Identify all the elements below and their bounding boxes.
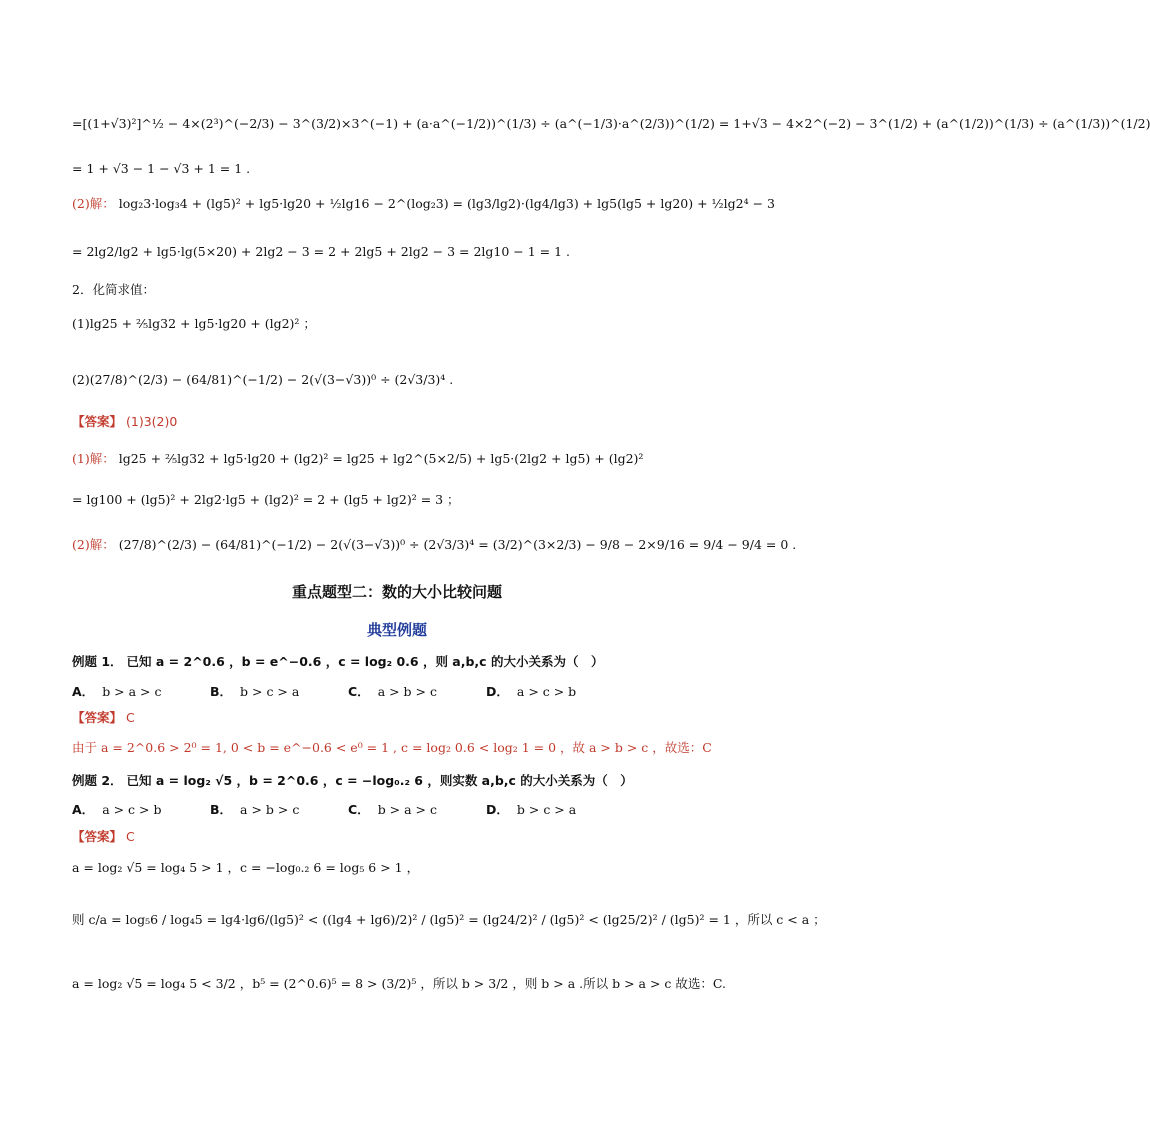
answer-value: C: [126, 829, 135, 844]
answer-value: (1)3(2)0: [126, 414, 178, 429]
option-text: b > a > c: [377, 802, 437, 817]
option-text: b > c > a: [240, 684, 300, 699]
problem-part-2: [72, 372, 732, 388]
answer-value: C: [126, 710, 135, 725]
solution-line-3: [72, 196, 775, 212]
solution-line-4: [72, 244, 732, 260]
example-1-question: [72, 654, 732, 670]
option-text: a > c > b: [102, 802, 162, 817]
equation-text: = 1 + √3 − 1 − √3 + 1 = 1 .: [72, 161, 251, 176]
equation-text: (27/8)^(2/3) − (64/81)^(−1/2) − 2(√(3−√3))⁰ ÷ (2√3/3)⁴ = (3/2)^(3×2/3) − 9/8 − 2×9/16 = 9/4 − 9/4 = 0 .: [118, 537, 797, 552]
option-label: B．: [210, 684, 233, 699]
option-text: b > a > c: [102, 684, 162, 699]
problem-part-1: [72, 316, 732, 332]
equation-text: =[(1+√3)²]^½ − 4×(2³)^(−2/3) − 3^(3/2)×3^(−1) + (a·a^(−1/2))^(1/3) ÷ (a^(−1/3)·a^(2/3))^(1/2) = 1+√3 − 4×2^(−2) − 3^(1/2) + (a^(1/2))^(1/3) ÷ (a^(1/3))^(1/2): [72, 116, 1150, 131]
solution-marker: (1)解：: [72, 451, 115, 466]
option-label: A．: [72, 684, 95, 699]
option-label: A．: [72, 802, 95, 817]
answer-bracket: 【答案】: [72, 414, 123, 429]
equation-text: (2)(27/8)^(2/3) − (64/81)^(−1/2) − 2(√(3−√3))⁰ ÷ (2√3/3)⁴ .: [72, 372, 454, 387]
option-label: D．: [486, 684, 509, 699]
option-label: D．: [486, 802, 509, 817]
option-text: a > b > c: [240, 802, 300, 817]
equation-text: (1)lg25 + ⅖lg32 + lg5·lg20 + (lg2)² ；: [72, 316, 316, 331]
example-label: 例题 1．: [72, 654, 123, 669]
example-2-solution-1: [72, 860, 732, 876]
answer-bracket: 【答案】: [72, 829, 123, 844]
example-1-solution: [72, 740, 732, 756]
equation-text: lg25 + ⅖lg32 + lg5·lg20 + (lg2)² = lg25 + lg2^(5×2/5) + lg5·(2lg2 + lg5) + (lg2)²: [118, 451, 644, 466]
option-c: [348, 684, 437, 700]
answer-bracket: 【答案】: [72, 710, 123, 725]
solution-line-2: [72, 161, 732, 177]
solution-marker: (2)解：: [72, 537, 115, 552]
equation-text: log₂3·log₃4 + (lg5)² + lg5·lg20 + ½lg16 − 2^(log₂3) = (lg3/lg2)·(lg4/lg3) + lg5(lg5 + lg20) + ½lg2⁴ − 3: [118, 196, 775, 211]
equation-text: = 2lg2/lg2 + lg5·lg(5×20) + 2lg2 − 3 = 2 + 2lg5 + 2lg2 − 3 = 2lg10 − 1 = 1 .: [72, 244, 571, 259]
equation-text: = lg100 + (lg5)² + 2lg2·lg5 + (lg2)² = 2 + (lg5 + lg2)² = 3 ；: [72, 492, 460, 507]
example-label: 例题 2．: [72, 773, 123, 788]
option-text: b > c > a: [516, 802, 577, 817]
problem-heading: [72, 282, 732, 298]
example-2-solution-2: [72, 912, 826, 928]
solution-line-5: [72, 451, 732, 467]
solution-line-6: [72, 492, 732, 508]
example-1-options: [72, 684, 732, 700]
solution-text: a = log₂ √5 = log₄ 5 > 1 ，c = −log₀.₂ 6 = log₅ 6 > 1 ，: [72, 860, 420, 875]
solution-text: 则 c/a = log₅6 / log₄5 = lg4·lg6/(lg5)² < ((lg4 + lg6)/2)² / (lg5)² = (lg24/2)² / (lg5)² < (lg25/2)² / (lg5)² = 1 ，所以 c < a ；: [72, 912, 826, 927]
solution-text: 由于 a = 2^0.6 > 2⁰ = 1, 0 < b = e^−0.6 < e⁰ = 1 , c = log₂ 0.6 < log₂ 1 = 0 ，故 a > b > c ，故选：C: [72, 740, 712, 755]
option-a: [72, 802, 161, 818]
example-2-solution-3: [72, 976, 732, 992]
option-c: [348, 802, 437, 818]
example-2-answer: [72, 829, 732, 845]
option-text: a > b > c: [377, 684, 437, 699]
example-text: 已知 a = 2^0.6 ，b = e^−0.6 ，c = log₂ 0.6 ，则 a,b,c 的大小关系为（ ）: [126, 654, 604, 669]
solution-line-1: [72, 116, 1150, 132]
option-d: [486, 684, 576, 700]
answer-line: [72, 414, 732, 430]
option-a: [72, 684, 161, 700]
option-text: a > c > b: [516, 684, 577, 699]
option-label: B．: [210, 802, 233, 817]
example-text: 已知 a = log₂ √5 ，b = 2^0.6 ，c = −log₀.₂ 6 ，则实数 a,b,c 的大小关系为（ ）: [126, 773, 633, 788]
example-2-question: [72, 773, 732, 789]
option-d: [486, 802, 576, 818]
option-label: C．: [348, 684, 370, 699]
section-heading: 重点题型二：数的大小比较问题: [291, 583, 502, 601]
option-label: C．: [348, 802, 370, 817]
solution-text: a = log₂ √5 = log₄ 5 < 3/2 ，b⁵ = (2^0.6)⁵ = 8 > (3/2)⁵ ，所以 b > 3/2 ，则 b > a .所以 b > a > c 故选：C.: [72, 976, 726, 991]
example-1-answer: [72, 710, 732, 726]
option-b: [210, 802, 299, 818]
example-2-options: [72, 802, 732, 818]
option-b: [210, 684, 299, 700]
solution-marker: (2)解：: [72, 196, 115, 211]
problem-title: 2．化简求值：: [72, 282, 155, 297]
section-subheading: 典型例题: [366, 621, 427, 639]
solution-line-7: [72, 537, 797, 553]
